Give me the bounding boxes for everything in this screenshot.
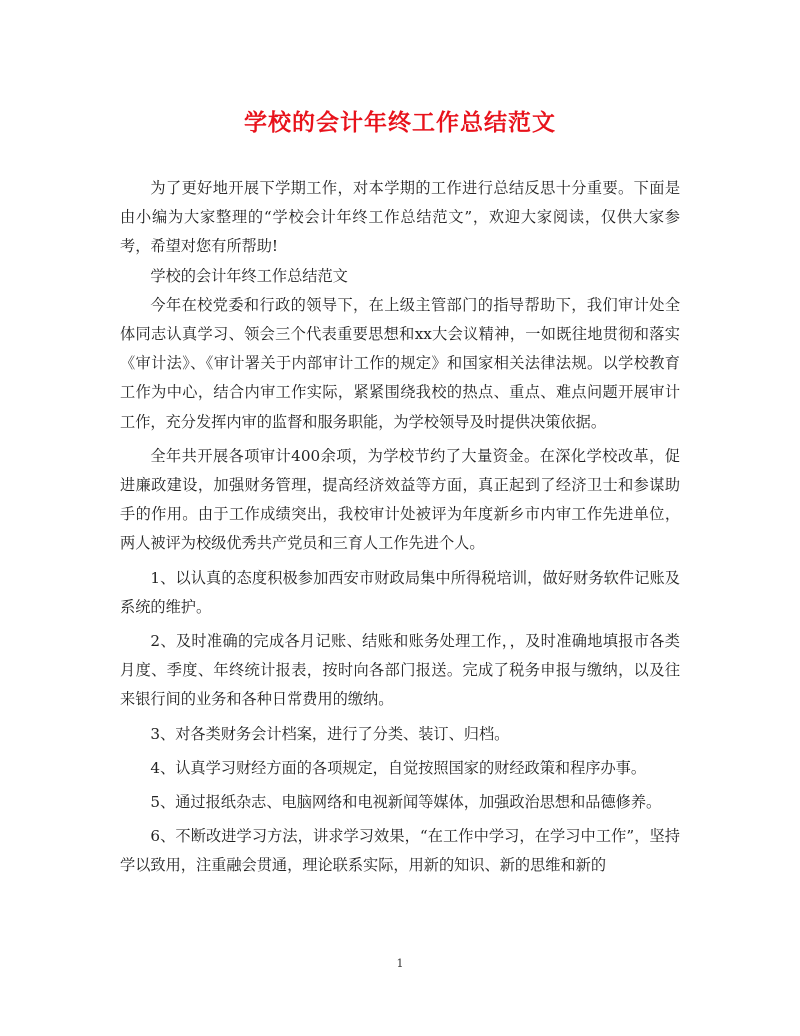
- document-body: [120, 174, 680, 881]
- paragraph-subtitle: 学校的会计年终工作总结范文: [150, 266, 348, 285]
- paragraph-item-3: 3、对各类财务会计档案，进行了分类、装订、归档。: [150, 724, 510, 743]
- paragraph-intro: 为了更好地开展下学期工作，对本学期的工作进行总结反思十分重要。下面是由小编为大家整理的“学校会计年终工作总结范文”，欢迎大家阅读，仅供大家参考，希望对您有所帮助!: [120, 179, 680, 256]
- paragraph-overview: 今年在校党委和行政的领导下，在上级主管部门的指导帮助下，我们审计处全体同志认真学习、领会三个代表重要思想和xx大会议精神，一如既往地贯彻和落实《审计法》、《审计署关于内部审计工作的规定》和国家相关法律法规。以学校教育工作为中心，结合内审工作实际，紧紧围绕我校的热点、重点、难点问题开展审计工作，充分发挥内审的监督和服务职能，为学校领导及时提供决策依据。: [120, 295, 680, 431]
- paragraph-item-5: 5、通过报纸杂志、电脑网络和电视新闻等媒体，加强政治思想和品德修养。: [150, 793, 662, 812]
- document-title: 学校的会计年终工作总结范文: [244, 109, 556, 136]
- paragraph-item-1: 1、以认真的态度积极参加西安市财政局集中所得税培训，做好财务软件记账及系统的维护。: [120, 568, 680, 616]
- paragraph-item-2: 2、及时准确的完成各月记账、结账和账务处理工作，，及时准确地填报市各类月度、季度、年终统计报表，按时向各部门报送。完成了税务申报与缴纳，以及往来银行间的业务和各种日常费用的缴纳。: [120, 632, 680, 709]
- paragraph-item-4: 4、认真学习财经方面的各项规定，自觉按照国家的财经政策和程序办事。: [150, 758, 647, 777]
- page-number: 1: [396, 957, 404, 970]
- paragraph-item-6: 6、不断改进学习方法，讲求学习效果，“在工作中学习，在学习中工作”，坚持学以致用，注重融会贯通，理论联系实际，用新的知识、新的思维和新的: [120, 827, 680, 875]
- paragraph-achievements: 全年共开展各项审计400余项，为学校节约了大量资金。在深化学校改革，促进廉政建设，加强财务管理，提高经济效益等方面，真正起到了经济卫士和参谋助手的作用。由于工作成绩突出，我校审计处被评为年度新乡市内审工作先进单位，两人被评为校级优秀共产党员和三育人工作先进个人。: [120, 446, 680, 553]
